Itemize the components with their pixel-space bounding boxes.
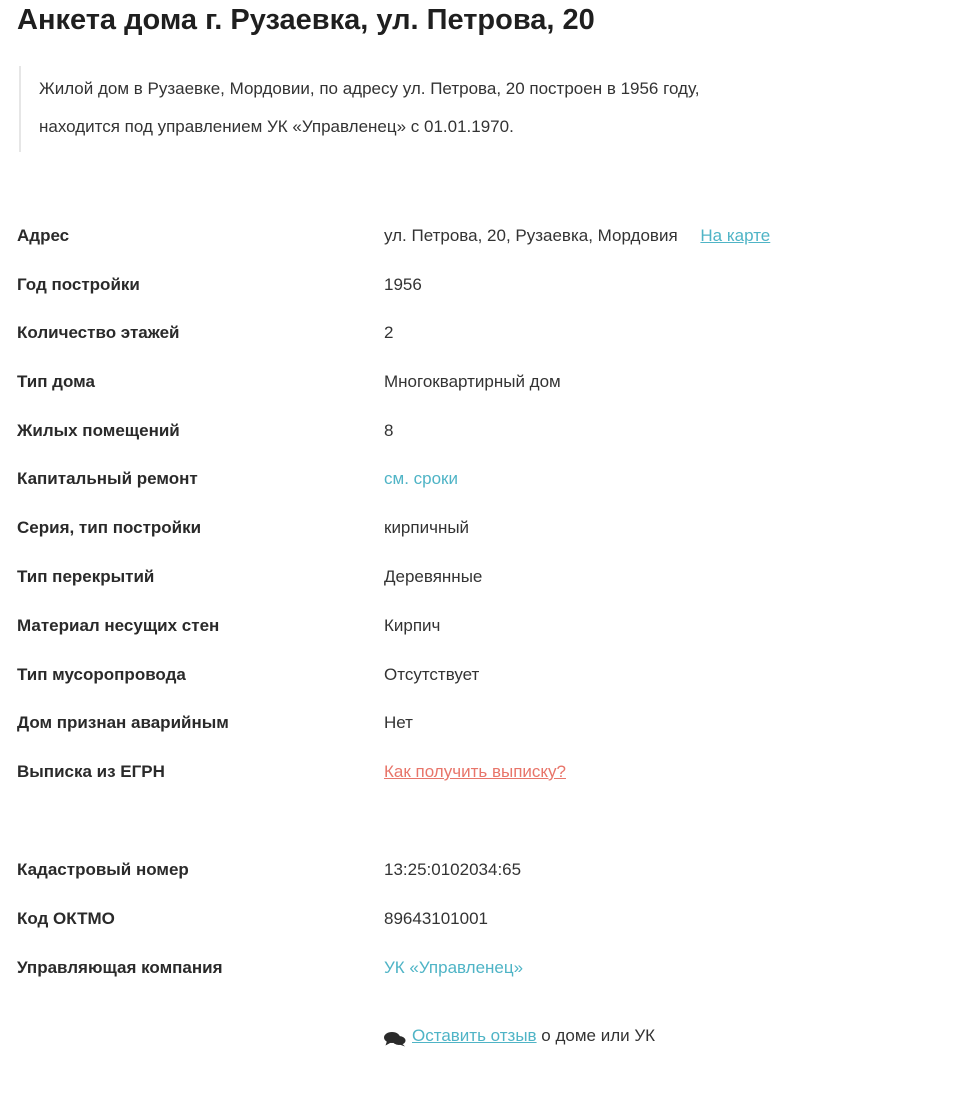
field-label: Дом признан аварийным [17,713,229,732]
field-label: Выписка из ЕГРН [17,762,165,781]
egrn-how-to-link[interactable]: Как получить выписку? [384,762,566,781]
review-line [384,1021,655,1051]
field-value: 89643101001 [384,909,489,928]
field-value: 1956 [384,275,422,294]
field-label: Капитальный ремонт [17,469,198,488]
field-value: Деревянные [384,567,483,586]
field-value: 8 [384,421,394,440]
field-value: 13:25:0102034:65 [384,860,522,879]
field-label: Серия, тип постройки [17,518,202,537]
field-label: Код ОКТМО [17,909,115,928]
field-label: Жилых помещений [17,421,180,440]
field-label: Тип мусоропровода [17,665,186,684]
field-value: 2 [384,323,394,342]
field-label: Тип дома [17,372,95,391]
field-label: Кадастровый номер [17,860,189,879]
field-value: Кирпич [384,616,441,635]
map-link[interactable]: На карте [700,226,771,245]
review-suffix: о доме или УК [536,1026,656,1045]
field-value: Отсутствует [384,665,480,684]
page-title: Анкета дома г. Рузаевка, ул. Петрова, 20 [17,4,595,36]
field-label: Тип перекрытий [17,567,155,586]
intro-line-1: Жилой дом в Рузаевке, Мордовии, по адресу ул. Петрова, 20 построен в 1956 году, [39,79,700,98]
field-label: Год постройки [17,275,140,294]
address-value: ул. Петрова, 20, Рузаевка, Мордовия [384,226,678,245]
field-label: Адрес [17,226,70,245]
management-company-link[interactable]: УК «Управленец» [384,958,524,977]
comments-icon [384,1027,406,1043]
field-label: Материал несущих стен [17,616,220,635]
intro-line-2: находится под управлением УК «Управленец» с 01.01.1970. [39,117,514,136]
field-label: Количество этажей [17,323,180,342]
repair-schedule-link[interactable]: см. сроки [384,469,458,488]
field-value: Многоквартирный дом [384,372,561,391]
field-label: Управляющая компания [17,958,223,977]
leave-review-link[interactable]: Оставить отзыв [412,1026,537,1045]
field-value: кирпичный [384,518,470,537]
field-value: Нет [384,713,413,732]
intro-quote [19,66,957,152]
